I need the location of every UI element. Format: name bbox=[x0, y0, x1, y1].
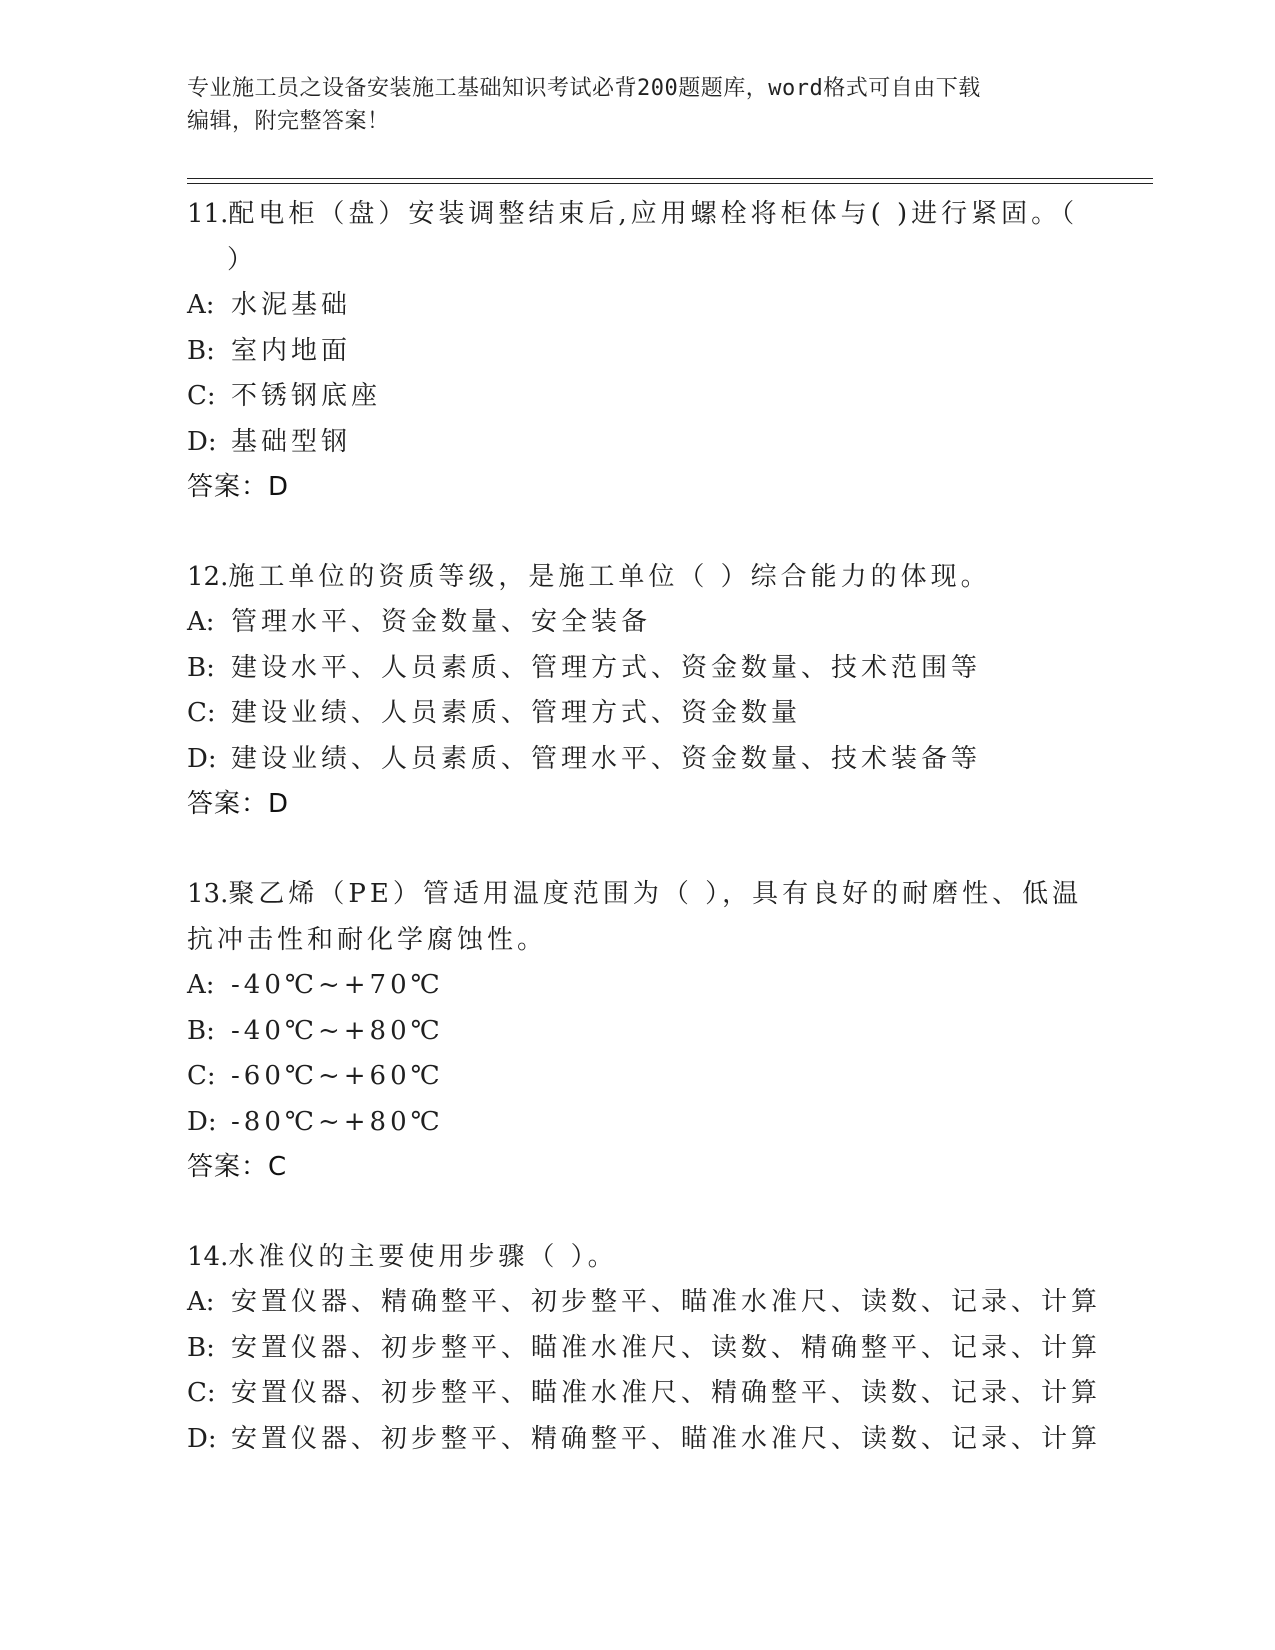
option-letter: D: bbox=[187, 1423, 217, 1454]
question-number: 11. bbox=[187, 199, 229, 229]
option-text: 不锈钢底座 bbox=[231, 381, 382, 411]
answer-line: 答案：C bbox=[187, 1152, 288, 1182]
question-number: 13. bbox=[187, 879, 229, 909]
option-d bbox=[187, 737, 1087, 783]
option-d bbox=[187, 420, 1087, 466]
option-letter: D: bbox=[187, 1106, 217, 1137]
question-text-line-2: ） bbox=[227, 245, 258, 275]
question-number: 12. bbox=[187, 562, 229, 592]
header-line-2: 编辑，附完整答案！ bbox=[187, 109, 390, 134]
header-divider-top bbox=[187, 178, 1153, 179]
option-d bbox=[187, 1100, 1087, 1146]
option-text: -80℃~+80℃ bbox=[231, 1106, 444, 1137]
option-text: 安置仪器、初步整平、瞄准水准尺、读数、精确整平、记录、计算 bbox=[231, 1332, 1102, 1363]
question-list bbox=[187, 191, 1102, 1462]
question-text-line-1: 施工单位的资质等级，是施工单位（ ）综合能力的体现。 bbox=[228, 562, 991, 592]
option-text: 安置仪器、初步整平、精确整平、瞄准水准尺、读数、记录、计算 bbox=[231, 1423, 1102, 1454]
option-text: 建设水平、人员素质、管理方式、资金数量、技术范围等 bbox=[231, 652, 982, 683]
option-letter: A: bbox=[187, 970, 215, 1000]
header-line-1: 专业施工员之设备安装施工基础知识考试必背200题题库，word格式可自由下载 bbox=[187, 76, 981, 101]
option-text: 安置仪器、初步整平、瞄准水准尺、精确整平、读数、记录、计算 bbox=[231, 1378, 1102, 1408]
option-text: -60℃~+60℃ bbox=[231, 1061, 444, 1091]
option-letter: A: bbox=[187, 290, 215, 320]
option-letter: D: bbox=[187, 743, 217, 774]
option-c bbox=[187, 1371, 1102, 1417]
option-letter: B: bbox=[187, 1332, 215, 1363]
question-11 bbox=[187, 191, 1087, 510]
option-letter: C: bbox=[187, 1061, 216, 1091]
option-text: 管理水平、资金数量、安全装备 bbox=[231, 607, 652, 637]
option-c bbox=[187, 691, 1087, 737]
option-letter: C: bbox=[187, 381, 216, 411]
option-letter: B: bbox=[187, 652, 215, 683]
question-12 bbox=[187, 554, 1087, 827]
option-a bbox=[187, 1280, 1102, 1326]
question-spacer bbox=[187, 827, 1087, 871]
option-letter: C: bbox=[187, 1378, 216, 1408]
option-letter: D: bbox=[187, 426, 217, 457]
question-text-line-1: 水准仪的主要使用步骤（ ）。 bbox=[228, 1242, 618, 1272]
option-text: -40℃~+80℃ bbox=[231, 1015, 444, 1046]
option-letter: C: bbox=[187, 698, 216, 728]
question-text-line-1: 配电柜（盘）安装调整结束后,应用螺栓将柜体与( )进行紧固。（ bbox=[228, 199, 1079, 229]
option-a bbox=[187, 963, 1087, 1009]
option-letter: A: bbox=[187, 607, 215, 637]
answer-line: 答案：D bbox=[187, 472, 290, 502]
option-d bbox=[187, 1417, 1102, 1463]
question-14 bbox=[187, 1234, 1102, 1462]
option-a bbox=[187, 283, 1087, 329]
option-text: -40℃~+70℃ bbox=[231, 970, 444, 1000]
option-c bbox=[187, 1054, 1087, 1100]
question-13 bbox=[187, 871, 1087, 1190]
question-spacer bbox=[187, 1190, 1087, 1234]
option-a bbox=[187, 600, 1087, 646]
header-divider-bottom bbox=[187, 183, 1153, 184]
option-letter: A: bbox=[187, 1287, 215, 1317]
question-spacer bbox=[187, 510, 1087, 554]
option-letter: B: bbox=[187, 1015, 215, 1046]
question-text-line-1: 聚乙烯（PE）管适用温度范围为（ ），具有良好的耐磨性、低温 bbox=[228, 879, 1083, 909]
option-text: 基础型钢 bbox=[231, 426, 352, 457]
option-letter: B: bbox=[187, 335, 215, 366]
option-b bbox=[187, 646, 1087, 692]
question-stem bbox=[187, 1234, 1087, 1280]
option-text: 室内地面 bbox=[231, 335, 352, 366]
option-b bbox=[187, 329, 1087, 375]
question-stem bbox=[187, 554, 1087, 600]
question-stem bbox=[187, 191, 1087, 237]
option-b bbox=[187, 1326, 1102, 1372]
question-stem bbox=[187, 871, 1087, 917]
option-text: 建设业绩、人员素质、管理方式、资金数量 bbox=[231, 698, 802, 728]
option-text: 水泥基础 bbox=[231, 290, 352, 320]
answer-line: 答案：D bbox=[187, 789, 290, 819]
question-number: 14. bbox=[187, 1242, 229, 1272]
option-text: 安置仪器、精确整平、初步整平、瞄准水准尺、读数、记录、计算 bbox=[231, 1287, 1102, 1317]
option-text: 建设业绩、人员素质、管理水平、资金数量、技术装备等 bbox=[231, 743, 982, 774]
option-b bbox=[187, 1009, 1087, 1055]
document-header bbox=[187, 72, 1067, 138]
option-c bbox=[187, 374, 1087, 420]
question-text-line-2: 抗冲击性和耐化学腐蚀性。 bbox=[187, 925, 548, 955]
